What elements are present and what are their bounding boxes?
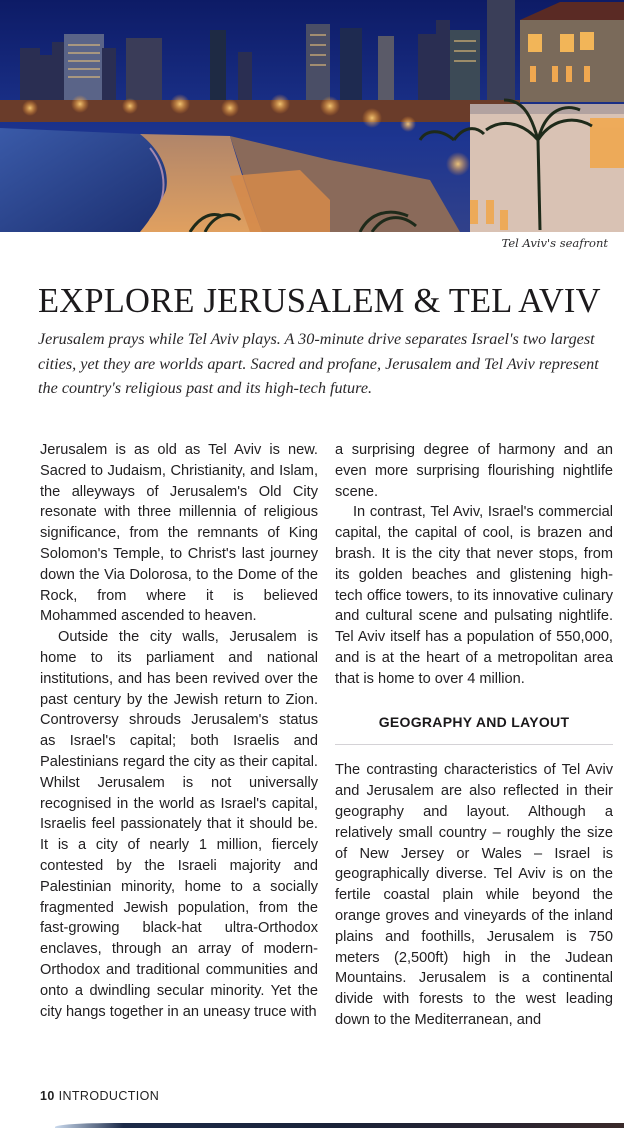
paragraph-jerusalem-history: Jerusalem is as old as Tel Aviv is new. Sacred to Judaism, Christianity, and Islam, the alleyways of Jerusalem's Old City resonate with three millennia of religious significance, from the remnants of King Solomon's Temple, to Christ's last journey down the Via Dolorosa, to the Dome of the Rock, from where it is believed Mohammed ascended to heaven. [40, 442, 318, 625]
left-column [40, 440, 318, 1022]
page-number: 10 [40, 1089, 55, 1103]
article-title: EXPLORE JERUSALEM & TEL AVIV [38, 282, 601, 320]
right-column [335, 440, 613, 1031]
paragraph-jerusalem-today: Outside the city walls, Jerusalem is home to its parliament and national institutions, and has been revived over the past century by the Jewish return to Zion. Controversy shrouds Jerusalem's status as Israel's capital; both Israelis and Palestinians regard the city as their capital. Whilst Jerusalem is not universally recognised in the world as Israel's capital, Israelis feel passionately that it should be. It is a city of nearly 1 million, fiercely contested by the Israeli majority and Palestinian minority, home to a socially fragmented Jewish population, from the fast-growing black-hat ultra-Orthodox enclaves, through an array of modern-Orthodox and traditional communities and onto a dwindling secular minority. Yet the city hangs together in an uneasy truce with [40, 629, 318, 1020]
corner-building [520, 2, 624, 102]
section-divider [335, 744, 613, 745]
paragraph-tel-aviv: In contrast, Tel Aviv, Israel's commercial capital, the capital of cool, is brazen and brash. It is the city that never stops, from its golden beaches and glistening high-tech office towers, to its innovative culinary and cultural scene and pulsating nightlife. Tel Aviv itself has a population of 550,000, and is at the heart of a metropolitan area that is home to over 4 million. [335, 504, 613, 687]
paragraph-geography: The contrasting characteristics of Tel Aviv and Jerusalem are also reflected in their geography and layout. Although a relatively small country – roughly the size of New Jersey or Wales – Israel is geographically diverse. Tel Aviv is on the fertile coastal plain while beyond the orange groves and vineyards of the inland plains and foothills, Jerusalem is 750 meters (2,500ft) high in the Judean Mountains. Jerusalem is a continental divide with forests to the west leading down to the Mediterranean, and [335, 762, 613, 1028]
article-intro: Jerusalem prays while Tel Aviv plays. A 30-minute drive separates Israel's two largest cities, yet they are worlds apart. Sacred and profane, Jerusalem and Tel Aviv represent the country's religious past and its high-tech future. [38, 330, 599, 397]
tel-aviv-seafront-photo [0, 0, 624, 232]
photo-illustration [0, 0, 624, 232]
paragraph-jerusalem-continued: a surprising degree of harmony and an even more surprising flourishing nightlife scene. [335, 442, 613, 500]
photo-caption: Tel Aviv's seafront [501, 236, 608, 250]
page-footer [40, 1089, 159, 1103]
section-heading-geography: GEOGRAPHY AND LAYOUT [378, 713, 570, 730]
section-name: INTRODUCTION [58, 1089, 160, 1103]
sea [0, 128, 167, 232]
page-edge-strip [55, 1123, 624, 1128]
